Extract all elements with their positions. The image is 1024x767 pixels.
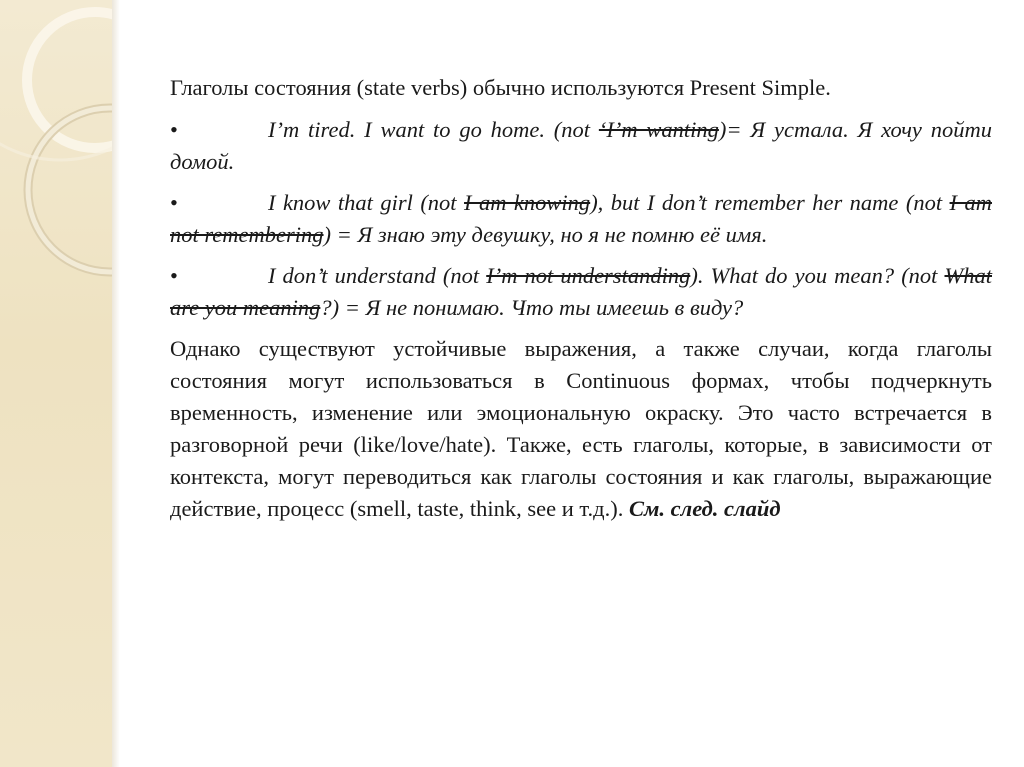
bullet-marker: • [170,263,178,288]
bullet-item [170,114,992,178]
bullet-item [170,260,992,324]
bullet-text: )= Я устала. Я хочу пойти домой. [170,117,992,174]
decorative-rings [0,0,112,767]
bullet-marker: • [170,190,178,215]
struck-example: I’m not understanding [486,263,691,288]
bullet-text: I don’t understand (not [268,263,487,288]
next-slide-reference: См. след. слайд [629,496,781,521]
bullet-text: ?) = Я не понимаю. Что ты имеешь в виду? [320,295,744,320]
bullet-list [170,114,992,324]
struck-example: I am not remembering [170,190,992,247]
struck-example: I am knowing [464,190,591,215]
struck-example: What are you meaning [170,263,992,320]
bullet-marker: • [170,117,178,142]
decorative-sidebar [0,0,112,767]
closing-text: Однако существуют устойчивые выражения, а также случаи, когда глаголы состояния могут использоваться в Continuous формах, чтобы подчеркнуть временность, изменение или эмоциональную окраску. Это часто встречается в разговорной речи (like/love/hate). Также, есть глаголы, которые, в зависимости от контекста, могут переводиться как глаголы состояния и как глаголы, выражающие действие, процесс (smell, taste, think, see и т.д.). [170,336,992,521]
bullet-text: I know that girl (not [268,190,465,215]
bullet-text: I’m tired. I want to go home. (not [268,117,599,142]
intro-paragraph: Глаголы состояния (state verbs) обычно используются Present Simple. [170,75,831,100]
bullet-item [170,187,992,251]
slide-content [170,72,992,536]
bullet-text: ) = Я знаю эту девушку, но я не помню её имя. [323,222,768,247]
struck-example: ‘I’m wanting [598,117,719,142]
sidebar-shadow [112,0,120,767]
closing-paragraph [170,333,992,525]
bullet-text: ). What do you mean? (not [690,263,945,288]
bullet-text: ), but I don’t remember her name (not [590,190,950,215]
